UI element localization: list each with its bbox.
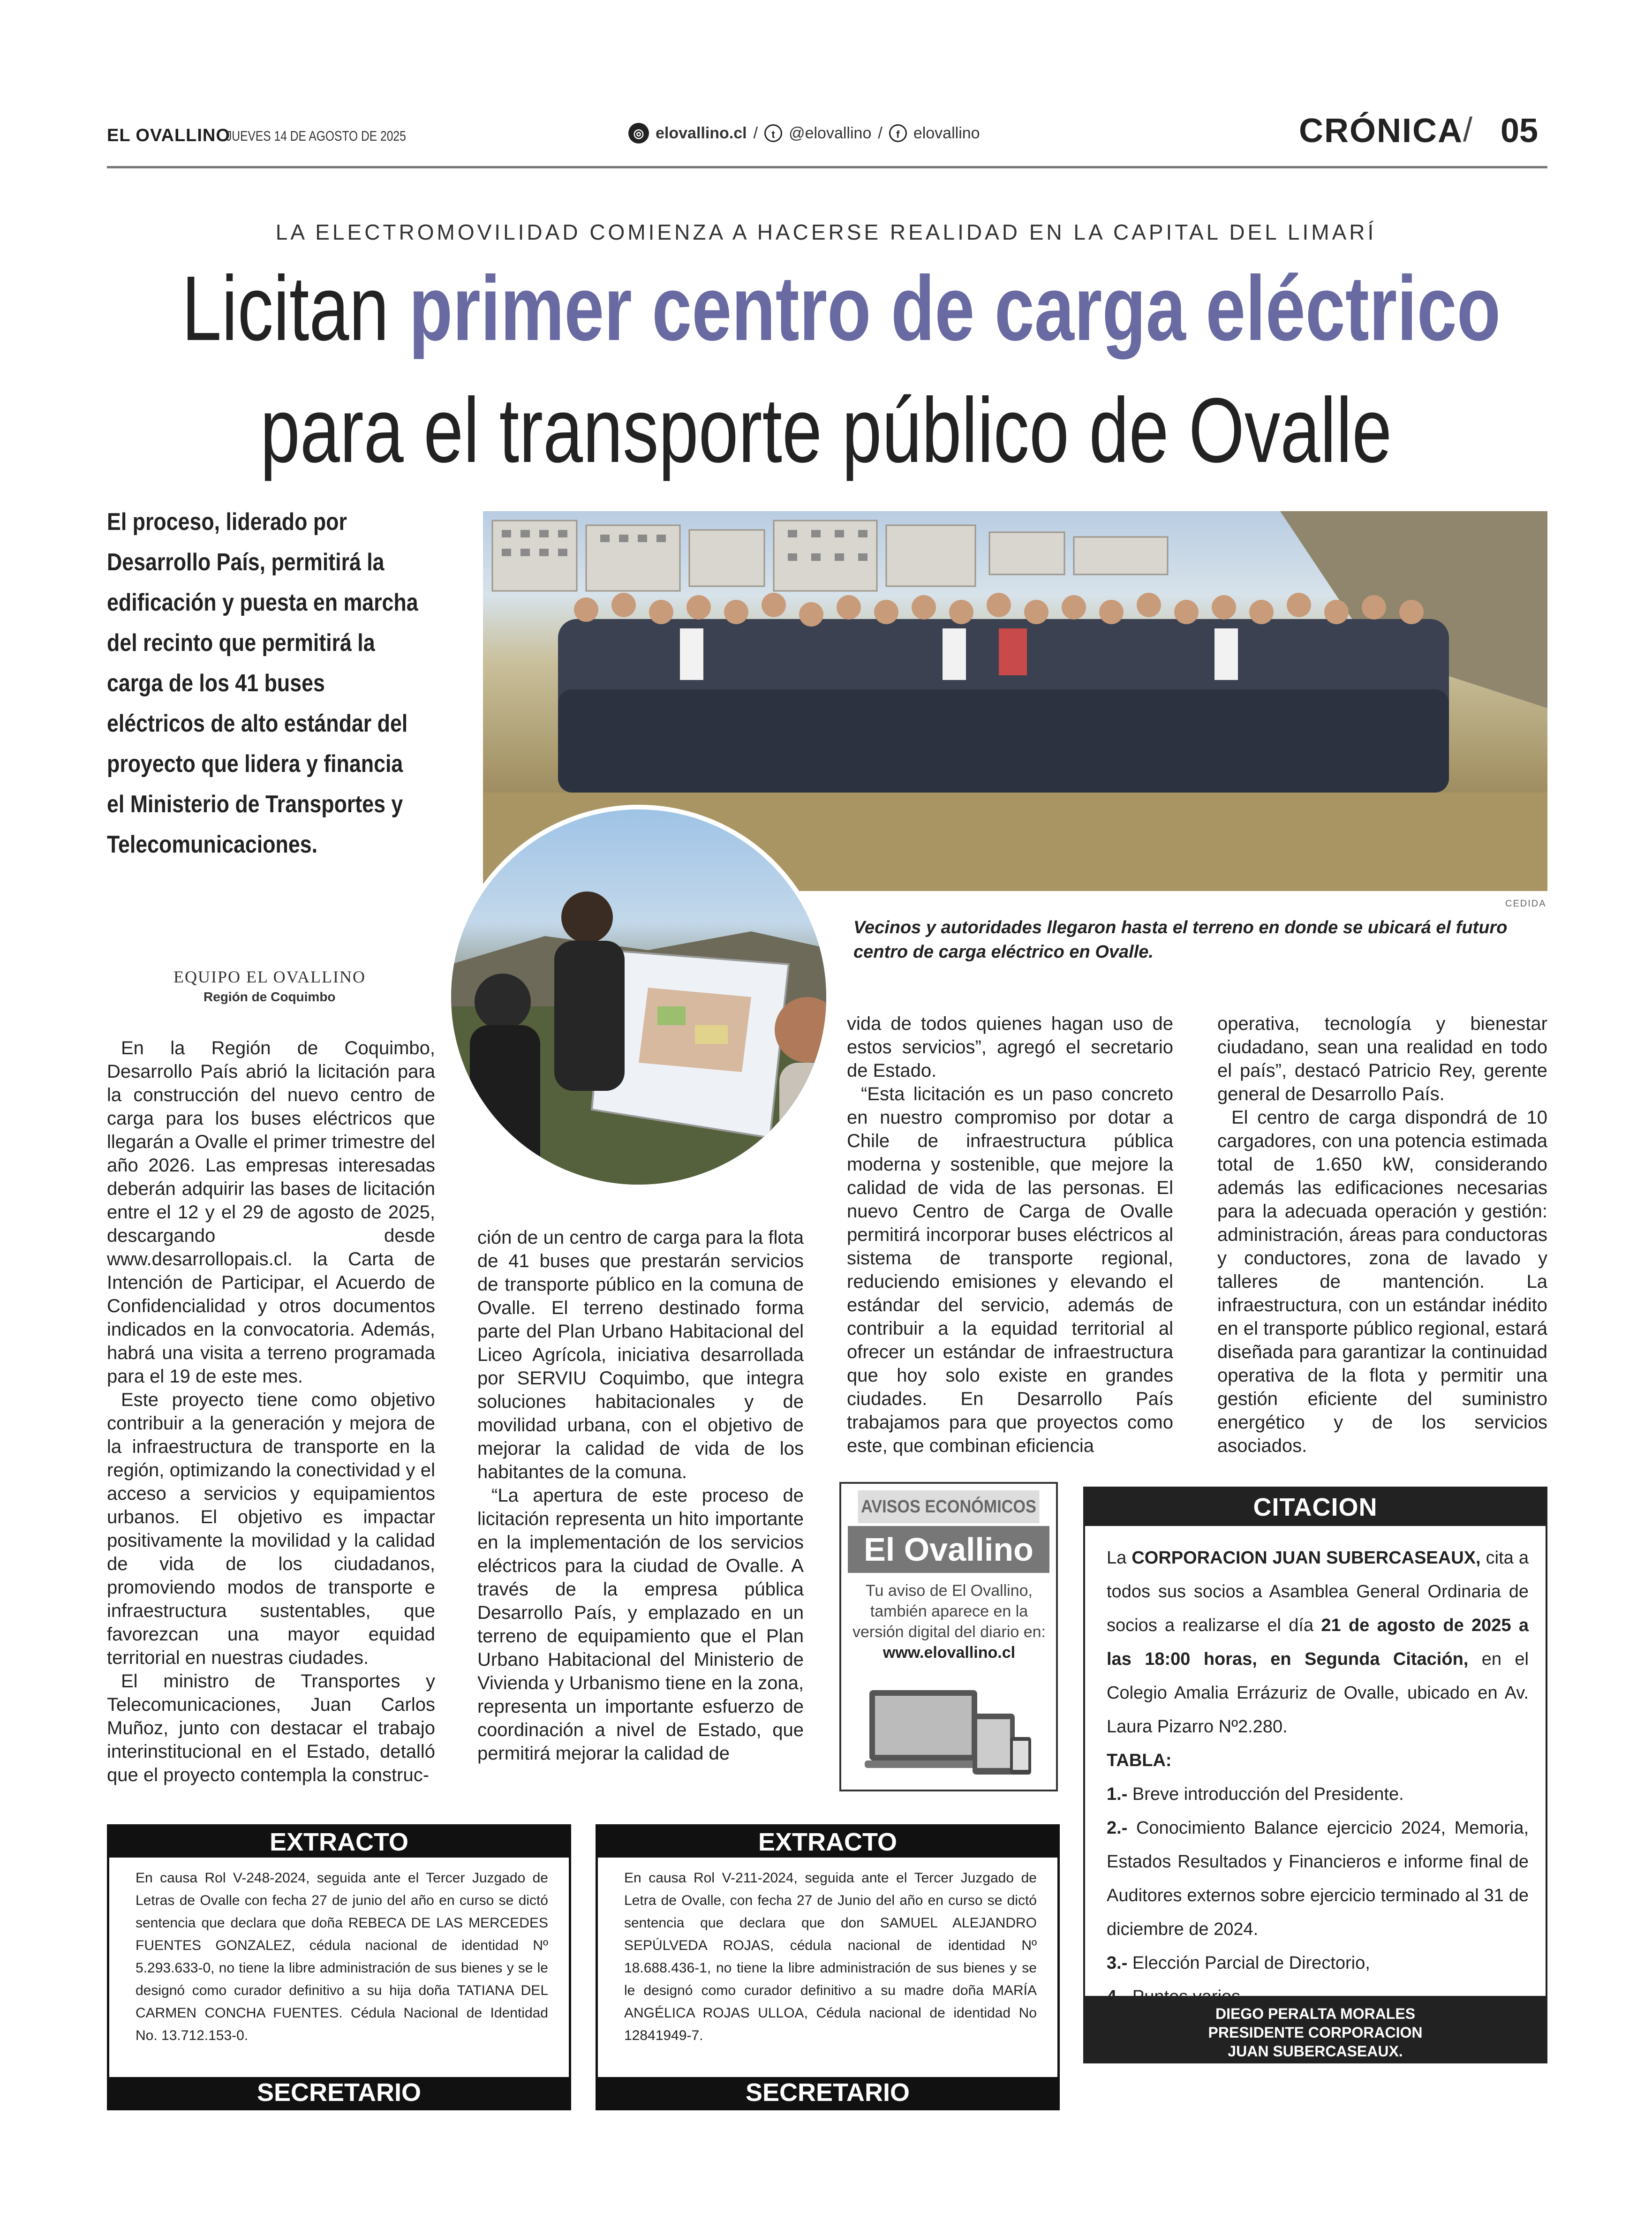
signer-name: DIEGO PERALTA MORALES (1215, 2005, 1416, 2022)
paragraph: “Esta licitación es un paso concreto en nuestro compromiso por dotar a Chile de infraestructura pública moderna y sostenible, que mejore la calidad de vida de las personas. El nuevo Centro de Carga de Ovalle permitirá incorporar buses eléctricos al sistema de transporte regional, reduciendo emisiones y elevando el estándar del servicio, además de contribuir a la equidad territorial al ofrecer un estándar de infraestructura que hoy solo existe en grandes ciudades. En Desarrollo País trabajamos para que proyectos como este, que combinan eficiencia (847, 1084, 1173, 1456)
photo-credit: CEDIDA (1505, 899, 1546, 909)
separator: / (878, 124, 883, 142)
agenda-title: TABLA: (1107, 1751, 1172, 1770)
body-column-2 (477, 1226, 804, 1765)
facebook-handle[interactable]: elovallino (913, 124, 980, 142)
paragraph: operativa, tecnología y bienestar ciudadano, sean una realidad en todo el país”, destacó Patricio Rey, gerente general de Desarrollo País. (1217, 1013, 1547, 1104)
citation-intro (1107, 1541, 1529, 1744)
inset-photo (446, 805, 831, 1189)
byline: EQUIPO EL OVALLINO (173, 967, 366, 986)
byline-region: Región de Coquimbo (204, 990, 336, 1004)
extract-title: EXTRACTO (598, 1827, 1057, 1858)
agenda-text: Conocimiento Balance ejercicio 2024, Memoria, Estados Resultados y Financieros e informe final de Auditores externos sobre ejercicio terminado al 31 de diciembre de 2024. (1107, 1818, 1529, 1939)
page-number: 05 (1501, 112, 1539, 150)
facebook-icon: f (889, 124, 907, 142)
signer-title: PRESIDENTE CORPORACION (1208, 2024, 1423, 2041)
social-links (628, 123, 980, 144)
section-name: CRÓNICA (1299, 112, 1463, 150)
agenda-number: 1.- (1107, 1784, 1128, 1804)
paragraph: “La apertura de este proceso de licitación representa un hito importante en la implementación de los servicios eléctricos para la ciudad de Ovalle. A través de la empresa pública Desarrollo País, y emplazado en un terreno de equipamiento que el Plan Urbano Habitacional del Ministerio de Vivienda y Urbanismo tiene en la zona, representa un importante esfuerzo de coordinación a nivel de Estado, que permitirá mejorar la calidad de (477, 1485, 804, 1764)
map-review-illustration (451, 809, 831, 1189)
paragraph: En la Región de Coquimbo, Desarrollo País abrió la licitación para la construcción del nuevo centro de carga para los buses eléctricos que llegarán a Ovalle el primer trimestre del año 2026. Las empresas interesadas deberán adquirir las bases de licitación entre el 12 y el 29 de agosto de 2025, descargando desde www.desarrollopais.cl. la Carta de Intención de Participar, el Acuerdo de Confidencialidad y otros documentos indicados en la convocatoria. Además, habrá una visita a terreno programada para el 19 de este mes. (107, 1038, 435, 1387)
headline-line-2: para el transporte público de Ovalle (260, 379, 1392, 482)
legal-extract-2 (596, 1824, 1060, 2110)
section-separator: / (1463, 111, 1473, 149)
article-lead: El proceso, liderado por Desarrollo País, permitirá la edificación y puesta en marcha del recinto que permitirá la carga de los 41 buses eléctricos de alto estándar del proyecto que lidera y financia el Ministerio de Transportes y Telecomunicaciones. (107, 508, 418, 858)
issue-date: JUEVES 14 DE AGOSTO DE 2025 (226, 128, 406, 144)
extract-body: En causa Rol V-248-2024, seguida ante el Tercer Juzgado de Letras de Ovalle con fecha 27 de junio del año en curso se dictó sentencia que declara que doña REBECA DE LAS MERCEDES FUENTES GONZALEZ, cédula nacional de identidad Nº 5.293.633-0, no tiene la libre administración de sus bienes y se le designó como curador definitivo a su hija doña TATIANA DEL CARMEN CONCHA FUENTES. Cédula Nacional de Identidad No. 13.712.153-0. (136, 1870, 548, 2043)
globe-icon: ◎ (628, 123, 649, 144)
separator: / (753, 124, 758, 142)
extract-signature: SECRETARIO (109, 2077, 569, 2108)
extract-signature: SECRETARIO (598, 2077, 1057, 2108)
paragraph: El ministro de Transportes y Telecomunicaciones, Juan Carlos Muñoz, junto con destacar el trabajo interinstitucional en el Estado, detalló que el proyecto contempla la construc- (107, 1671, 435, 1785)
agenda-text: Elección Parcial de Directorio, (1127, 1953, 1370, 1973)
paragraph: vida de todos quienes hagan uso de estos servicios”, agregó el secretario de Estado. (847, 1013, 1173, 1081)
body-column-1 (107, 1036, 435, 1787)
citation-body (1107, 1541, 1529, 2014)
agenda-number: 2.- (1107, 1818, 1128, 1838)
citation-notice (1083, 1487, 1547, 2063)
citation-signature (1085, 1996, 1546, 2062)
classifieds-ad[interactable] (839, 1482, 1058, 1791)
article-kicker: LA ELECTROMOVILIDAD COMIENZA A HACERSE REALIDAD EN LA CAPITAL DEL LIMARÍ (275, 220, 1377, 244)
signer-org: JUAN SUBERCASEAUX. (1228, 2043, 1403, 2060)
agenda-text: Breve introducción del Presidente. (1127, 1784, 1404, 1804)
classifieds-url[interactable]: www.elovallino.cl (883, 1644, 1016, 1662)
agenda-number: 3.- (1107, 1953, 1128, 1973)
classifieds-brand: El Ovallino (848, 1526, 1049, 1573)
website-link[interactable]: elovallino.cl (656, 124, 747, 142)
masthead-name: EL OVALLINO (107, 126, 230, 145)
citation-title: CITACION (1085, 1488, 1546, 1526)
headline-part: Licitan (181, 257, 409, 360)
organization-name: CORPORACION JUAN SUBERCASEAUX, (1132, 1548, 1481, 1568)
twitter-icon: t (764, 124, 782, 142)
agenda-item (1107, 1777, 1529, 1811)
agenda-item (1107, 1811, 1529, 1946)
headline-line-1 (181, 257, 1501, 360)
header-rule (107, 166, 1547, 168)
body-column-4 (1217, 1012, 1547, 1458)
paragraph: Este proyecto tiene como objetivo contribuir a la generación y mejora de la infraestructura de transporte en la región, optimizando la conectividad y el acceso a servicios y equipamientos urbanos. El objetivo es impactar positivamente la movilidad y la calidad de vida de los ciudadanos, promoviendo modos de transporte e infraestructura sustentables, que favorezcan una mayor equidad territorial en nuestras ciudades. (107, 1390, 435, 1668)
body-column-3 (847, 1012, 1173, 1458)
legal-extract-1 (107, 1824, 571, 2110)
text: en el Colegio Amalia Errázuriz de Ovalle, ubicado en Av. Laura Pizarro Nº2.280. (1107, 1649, 1529, 1737)
paragraph: ción de un centro de carga para la flota de 41 buses que prestarán servicios de transporte público en la comuna de Ovalle. El terreno destinado forma parte del Plan Urbano Habitacional del Liceo Agrícola, iniciativa desarrollada por SERVIU Coquimbo, que integra soluciones habitacionales y de movilidad urbana, con el objetivo de mejorar la calidad de vida de los habitantes de la comuna. (477, 1227, 804, 1482)
extract-title: EXTRACTO (109, 1827, 569, 1858)
devices-icon (865, 1681, 1033, 1784)
text: cita a todos sus socios a Asamblea General Ordinaria de socios a realizarse el día (1107, 1548, 1529, 1635)
text: La (1107, 1548, 1132, 1568)
headline-highlight: primer centro de carga eléctrico (408, 257, 1501, 360)
extract-body: En causa Rol V-211-2024, seguida ante el Tercer Juzgado de Letra de Ovalle, con fecha 27 de Junio del año en curso se dictó sentencia que declara que don SAMUEL ALEJANDRO SEPÚLVEDA ROJAS, cédula nacional de identidad Nº 18.688.436-1, no tiene la libre administración de sus bienes y se le designó como curador definitivo a su madre doña MARÍA ANGÉLICA ROJAS ULLOA, Cédula nacional de identidad No 12841949-7. (624, 1870, 1037, 2043)
classifieds-label: AVISOS ECONÓMICOS (858, 1490, 1040, 1523)
classifieds-description: Tu aviso de El Ovallino, también aparece en la versión digital del diario en: (852, 1582, 1046, 1641)
photo-caption: Vecinos y autoridades llegaron hasta el terreno en donde se ubicará el futuro centro de carga eléctrico en Ovalle. (853, 918, 1508, 962)
meeting-date: 21 de agosto de 2025 a las 18:00 horas, en Segunda Citación, (1107, 1616, 1529, 1669)
agenda-item (1107, 1946, 1529, 1980)
paragraph: El centro de carga dispondrá de 10 cargadores, con una potencia estimada total de 1.650 kW, considerando además las edificaciones necesarias para la adecuada operación y gestión: administración, áreas para conductoras y conductores, zona de lavado y talleres de mantención. La infraestructura, con un estándar inédito en el transporte público regional, estará diseñada para garantizar la continuidad operativa de la flota y permitir una gestión eficiente del suministro energético y de los servicios asociados. (1217, 1107, 1547, 1456)
twitter-handle[interactable]: @elovallino (789, 124, 872, 142)
classifieds-text (851, 1580, 1048, 1663)
